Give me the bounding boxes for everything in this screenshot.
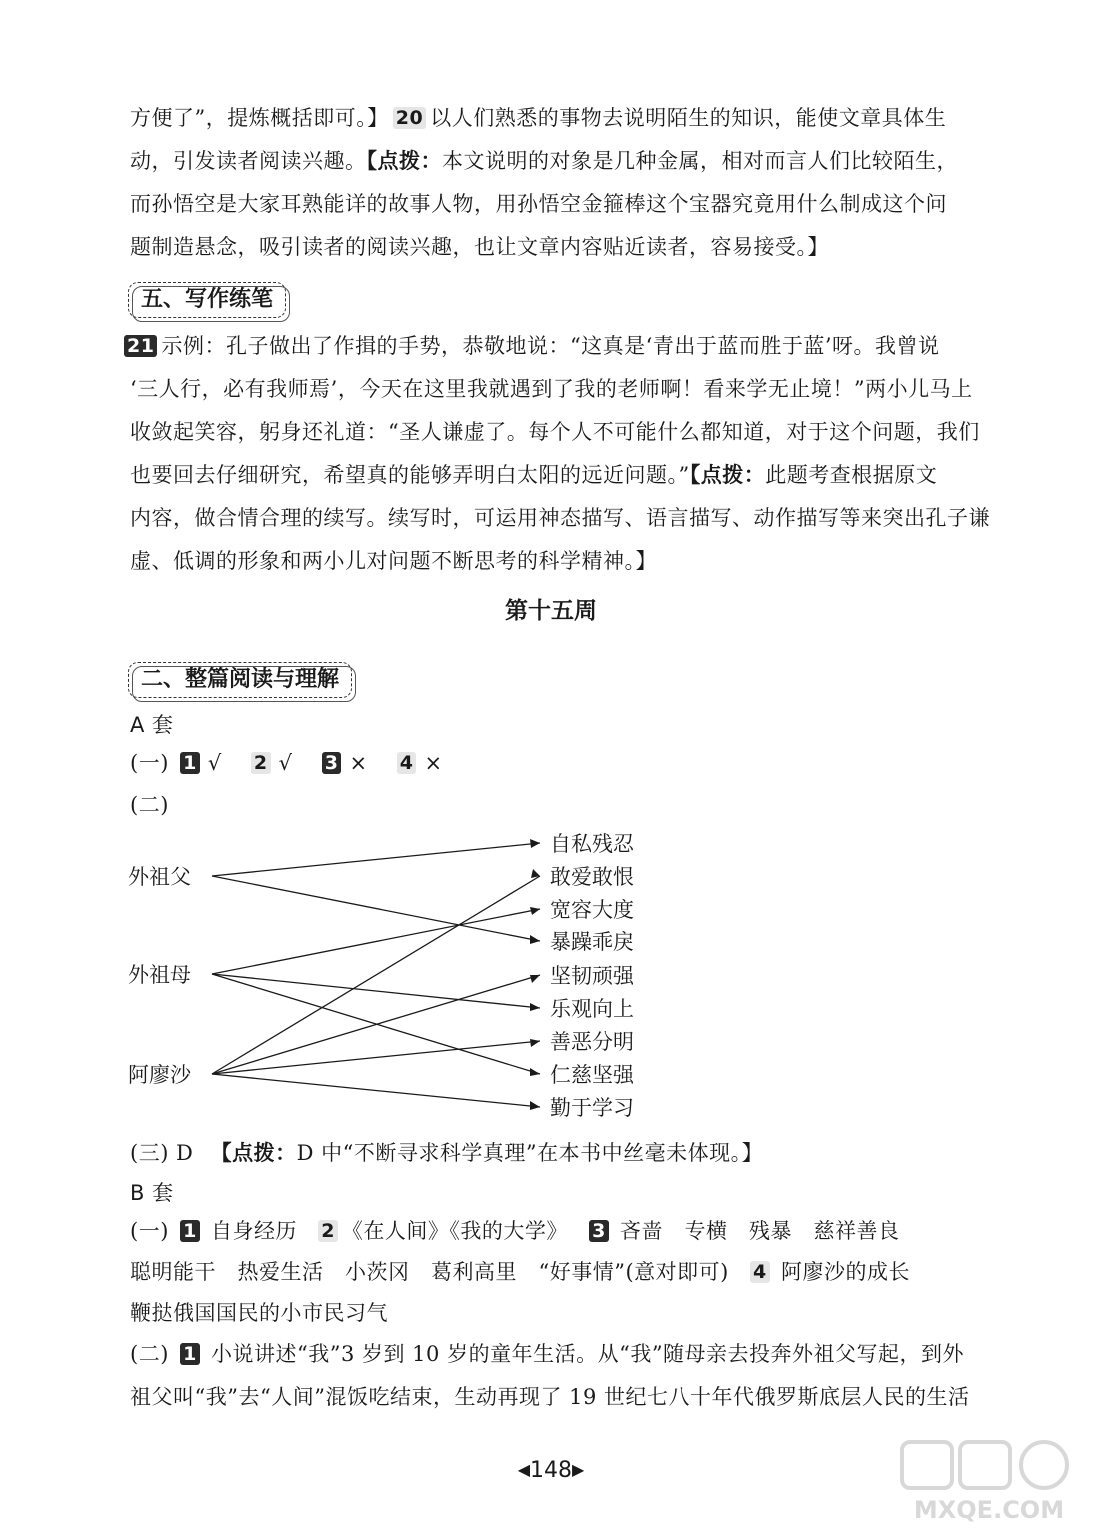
text-line: 题制造悬念，吸引读者的阅读兴趣，也让文章内容贴近读者，容易接受。】: [130, 235, 829, 259]
question-number-badge: 3: [589, 1220, 609, 1242]
arrowhead: [530, 1003, 540, 1011]
text-span: 自身经历: [211, 1219, 297, 1243]
text-line: ‘三人行，必有我师焉’，今天在这里我就遇到了我的老师啊！看来学无止境！”两小儿马上: [130, 377, 973, 401]
answer-mark: ×: [349, 751, 368, 775]
right-label: 坚韧顽强: [550, 964, 634, 988]
right-label: 仁慈坚强: [550, 1063, 634, 1087]
question-number-badge: 21: [124, 335, 157, 357]
week-title: 第十五周: [505, 597, 597, 624]
match-line: [212, 843, 540, 876]
right-label: 暴躁乖戾: [550, 930, 634, 954]
left-triangle-icon: ◀: [517, 1460, 530, 1479]
text-span: 也要回去仔细研究，希望真的能够弄明白太阳的远近问题。”: [130, 463, 690, 487]
text-line: [130, 1259, 910, 1285]
text-span: 以人们熟悉的事物去说明陌生的知识，能使文章具体生: [430, 106, 947, 130]
question-number-badge: 1: [180, 1343, 200, 1365]
text-span: 聪明能干 热爱生活 小茨冈 葛利高里 “好事情”(意对即可): [130, 1260, 729, 1284]
answer-row: [130, 1140, 763, 1166]
question-number-badge: 3: [322, 752, 342, 774]
text-line: 鞭挞俄国国民的小市民习气: [130, 1301, 388, 1325]
answer-mark: √: [278, 751, 293, 775]
set-label: A 套: [130, 713, 174, 737]
arrowhead: [530, 839, 540, 848]
arrowhead: [530, 1068, 540, 1076]
answer-mark: ×: [424, 751, 443, 775]
right-label: 乐观向上: [550, 997, 634, 1021]
question-number-badge: 2: [318, 1220, 338, 1242]
text-span: 示例：孔子做出了作揖的手势，恭敬地说：“这真是‘青出于蓝而胜于蓝’呀。我曾说: [161, 334, 940, 358]
text-span: 小说讲述“我”3 岁到 10 岁的童年生活。从“我”随母亲去投奔外祖父写起，到外: [211, 1342, 965, 1366]
text-span: 方便了”，提炼概括即可。】: [130, 106, 389, 130]
text-span: 吝啬 专横 残暴 慈祥善良: [620, 1219, 900, 1243]
text-line: 内容，做合情合理的续写。续写时，可运用神态描写、语言描写、动作描写等来突出孔子谦: [130, 506, 990, 530]
left-label: 外祖父: [128, 865, 191, 889]
text-line: 收敛起笑容，躬身还礼道：“圣人谦虚了。每个人不可能什么都知道，对于这个问题，我们: [130, 420, 980, 444]
answer-row: [130, 1341, 964, 1367]
text-span: 动，引发读者阅读兴趣。: [130, 149, 367, 173]
match-line: [212, 1041, 540, 1074]
left-label: 阿廖沙: [128, 1063, 191, 1087]
match-line: [212, 876, 540, 941]
part-label: (一): [130, 1219, 169, 1243]
arrowhead: [530, 975, 540, 983]
text-span: 阿廖沙的成长: [780, 1260, 910, 1284]
tip-label: 【点拨：: [689, 462, 766, 487]
right-triangle-icon: ▶: [572, 1460, 585, 1479]
right-label: 善恶分明: [550, 1030, 634, 1054]
section-title: 二、整篇阅读与理解: [128, 662, 352, 698]
part-label: (一): [130, 751, 169, 775]
answer-row: [130, 1218, 900, 1244]
left-label: 外祖母: [128, 963, 191, 987]
arrowhead: [530, 1039, 540, 1047]
text-line: 祖父叫“我”去“人间”混饭吃结束，生动再现了 19 世纪七八十年代俄罗斯底层人民的生活: [130, 1385, 970, 1409]
match-line: [212, 909, 540, 974]
part-label: (二): [130, 793, 169, 817]
question-number-badge: 1: [180, 1220, 200, 1242]
right-label: 自私残忍: [550, 832, 634, 856]
question-number-badge: 1: [180, 752, 200, 774]
arrowhead: [530, 1101, 540, 1110]
text-span: 《在人间》《我的大学》: [341, 1219, 568, 1243]
right-label: 敢爱敢恨: [550, 865, 634, 889]
part-label: (三) D: [130, 1141, 194, 1165]
question-number-badge: 2: [251, 752, 271, 774]
arrowhead: [530, 935, 540, 944]
match-line: [212, 876, 540, 1074]
section-title: 五、写作练笔: [128, 282, 286, 318]
arrowhead: [530, 907, 540, 915]
text-line: 虚、低调的形象和两小儿对问题不断思考的科学精神。】: [130, 549, 657, 573]
page-number-text: 148: [530, 1458, 572, 1483]
matching-lines: [212, 843, 540, 1107]
question-number-badge: 4: [750, 1261, 770, 1283]
question-number-badge: 20: [393, 107, 426, 129]
part-label: (二): [130, 1342, 169, 1366]
match-line: [212, 1074, 540, 1107]
right-label: 勤于学习: [550, 1096, 634, 1120]
text-span: D 中“不断寻求科学真理”在本书中丝毫未体现。】: [296, 1141, 764, 1165]
left-labels: [128, 865, 192, 1087]
question-number-badge: 4: [397, 752, 417, 774]
right-labels: [550, 832, 635, 1120]
tip-label: 【点拨：: [210, 1140, 297, 1165]
tip-label: 【点拨：: [366, 148, 442, 173]
text-span: 此题考查根据原文: [765, 463, 938, 487]
set-label: B 套: [130, 1181, 174, 1205]
match-line: [212, 974, 540, 1008]
right-label: 宽容大度: [550, 898, 634, 922]
text-line: 而孙悟空是大家耳熟能详的故事人物，用孙悟空金箍棒这个宝器究竟用什么制成这个问: [130, 192, 947, 216]
text-span: 本文说明的对象是几种金属，相对而言人们比较陌生，: [442, 149, 958, 173]
watermark-text: MXQE.COM: [913, 1496, 1065, 1524]
answer-mark: √: [207, 751, 222, 775]
watermark-logo: [894, 1438, 1084, 1528]
